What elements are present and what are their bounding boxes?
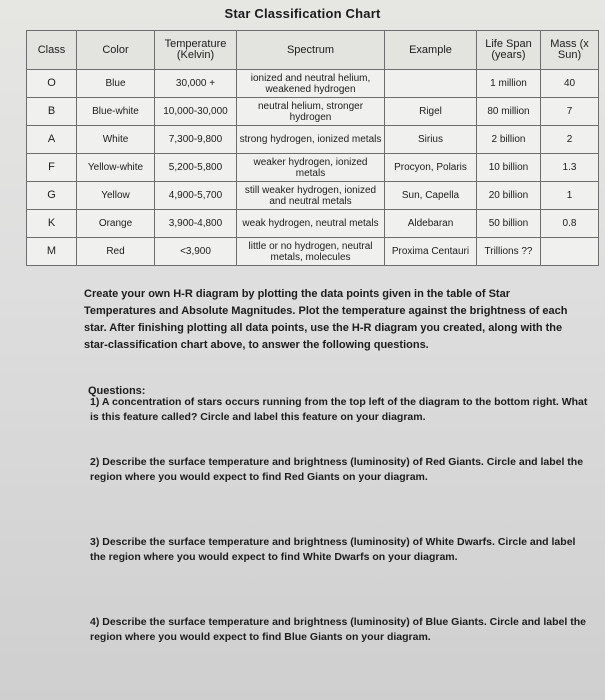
cell-class: O [27,70,77,98]
cell-mass: 0.8 [541,210,599,238]
cell-example [385,70,477,98]
table-row [27,70,599,98]
cell-color: Yellow [77,182,155,210]
header-life-span: Life Span (years) [477,31,541,70]
cell-example: Sirius [385,126,477,154]
cell-color: Blue-white [77,98,155,126]
cell-color: Yellow-white [77,154,155,182]
star-classification-table [26,30,599,266]
header-class: Class [27,31,77,70]
question-2: 2) Describe the surface temperature and brightness (luminosity) of Red Giants. Circle and label the region where you would expect to find Red Giants on your diagram. [90,456,584,483]
cell-mass: 1 [541,182,599,210]
cell-spectrum: ionized and neutral helium, weakened hydrogen [237,70,385,98]
header-spectrum: Spectrum [237,31,385,70]
table-row [27,210,599,238]
cell-life-span: 50 billion [477,210,541,238]
table-header-row [27,31,599,70]
header-color: Color [77,31,155,70]
cell-class: G [27,182,77,210]
cell-mass: 1.3 [541,154,599,182]
questions-heading: Questions: [88,385,146,397]
table-row [27,126,599,154]
question-4: 4) Describe the surface temperature and brightness (luminosity) of Blue Giants. Circle and label the region where you would expect to find Blue Giants on your diagram. [90,616,586,643]
header-temperature: Temperature (Kelvin) [155,31,237,70]
question-1: 1) A concentration of stars occurs running from the top left of the diagram to the bottom right. What is this feature called? Circle and label this feature on your diagram. [90,396,588,423]
cell-temperature: 7,300-9,800 [155,126,237,154]
cell-temperature: 3,900-4,800 [155,210,237,238]
cell-class: F [27,154,77,182]
question-3: 3) Describe the surface temperature and brightness (luminosity) of White Dwarfs. Circle and label the region where you would expect to find White Dwarfs on your diagram. [90,536,576,563]
cell-example: Rigel [385,98,477,126]
page-title: Star Classification Chart [224,6,381,21]
cell-mass: 7 [541,98,599,126]
cell-mass: 40 [541,70,599,98]
cell-example: Procyon, Polaris [385,154,477,182]
cell-example: Proxima Centauri [385,238,477,266]
cell-life-span: 80 million [477,98,541,126]
cell-temperature: <3,900 [155,238,237,266]
cell-temperature: 10,000-30,000 [155,98,237,126]
cell-class: K [27,210,77,238]
cell-spectrum: still weaker hydrogen, ionized and neutral metals [237,182,385,210]
cell-life-span: 20 billion [477,182,541,210]
cell-spectrum: weak hydrogen, neutral metals [237,210,385,238]
table-row [27,154,599,182]
table-row [27,98,599,126]
cell-life-span: 10 billion [477,154,541,182]
cell-color: Blue [77,70,155,98]
cell-spectrum: little or no hydrogen, neutral metals, molecules [237,238,385,266]
cell-life-span: 2 billion [477,126,541,154]
header-mass: Mass (x Sun) [541,31,599,70]
cell-mass [541,238,599,266]
instructions-paragraph: Create your own H-R diagram by plotting the data points given in the table of Star Temperatures and Absolute Magnitudes. Plot the temperature against the brightness of each star. After finishing plotting all data points, use the H-R diagram you created, along with the star-classification chart above, to answer the following questions. [84,288,568,351]
cell-mass: 2 [541,126,599,154]
cell-color: White [77,126,155,154]
table-row [27,182,599,210]
cell-example: Sun, Capella [385,182,477,210]
cell-example: Aldebaran [385,210,477,238]
cell-temperature: 30,000 + [155,70,237,98]
cell-temperature: 4,900-5,700 [155,182,237,210]
cell-spectrum: strong hydrogen, ionized metals [237,126,385,154]
cell-spectrum: neutral helium, stronger hydrogen [237,98,385,126]
cell-color: Red [77,238,155,266]
header-example: Example [385,31,477,70]
cell-temperature: 5,200-5,800 [155,154,237,182]
table-row [27,238,599,266]
cell-class: A [27,126,77,154]
cell-life-span: Trillions ?? [477,238,541,266]
cell-spectrum: weaker hydrogen, ionized metals [237,154,385,182]
cell-class: B [27,98,77,126]
cell-life-span: 1 million [477,70,541,98]
cell-color: Orange [77,210,155,238]
cell-class: M [27,238,77,266]
